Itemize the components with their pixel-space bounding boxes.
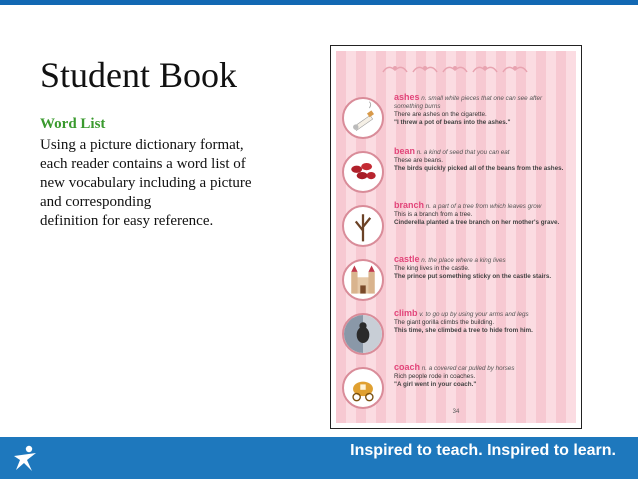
description-line: definition for easy reference. xyxy=(40,213,214,229)
slide-title: Student Book xyxy=(40,55,238,95)
tree-branch-icon xyxy=(342,205,384,247)
entry-definition: n. the place where a king lives xyxy=(421,257,506,264)
entry-example: Rich people rode in coaches. xyxy=(394,373,476,380)
slide-description xyxy=(40,136,310,231)
ornament-icon xyxy=(382,62,408,76)
ornament-icon xyxy=(412,62,438,76)
entry-quote: "I threw a pot of beans into the ashes." xyxy=(394,119,511,126)
star-figure-logo xyxy=(10,443,40,473)
entry-quote: The prince put something sticky on the castle stairs. xyxy=(394,273,552,280)
description-line: each reader contains a word list of xyxy=(40,156,246,172)
coach-icon xyxy=(342,367,384,409)
beans-icon xyxy=(342,151,384,193)
entry-example: There are ashes on the cigarette. xyxy=(394,111,487,118)
description-line: and corresponding xyxy=(40,194,152,210)
entry-example: This is a branch from a tree. xyxy=(394,211,473,218)
entry-word: castle xyxy=(394,254,420,264)
entry-word: ashes xyxy=(394,92,420,102)
book-page-image xyxy=(330,45,582,429)
entry-quote: Cinderella planted a tree branch on her mother's grave. xyxy=(394,219,560,226)
footer-tagline: Inspired to teach. Inspired to learn. xyxy=(350,442,616,459)
top-accent-bar xyxy=(0,0,638,5)
entry-example: The giant gorilla climbs the building. xyxy=(394,319,495,326)
entry-definition: v. to go up by using your arms and legs xyxy=(419,311,529,318)
entry-quote: The birds quickly picked all of the beans from the ashes. xyxy=(394,165,564,172)
word-list-page xyxy=(336,51,576,423)
gorilla-climb-icon xyxy=(342,313,384,355)
slide-subtitle: Word List xyxy=(40,116,106,132)
description-line: Using a picture dictionary format, xyxy=(40,137,244,153)
cigarette-ashes-icon xyxy=(342,97,384,139)
page-number: 34 xyxy=(452,409,460,415)
ornament-icon xyxy=(442,62,468,76)
word-entry-climb xyxy=(342,309,572,365)
entry-word: coach xyxy=(394,362,421,372)
entry-word: climb xyxy=(394,308,418,318)
entry-definition: n. a kind of seed that you can eat xyxy=(416,149,510,156)
word-entry-ashes xyxy=(342,93,572,149)
word-entry-bean xyxy=(342,147,572,203)
entry-definition: n. small white pieces that one can see after something burns xyxy=(394,95,543,110)
entry-quote: This time, she climbed a tree to hide from him. xyxy=(394,327,533,334)
castle-icon xyxy=(342,259,384,301)
entry-quote: "A girl went in your coach." xyxy=(394,381,477,388)
ornament-icon xyxy=(502,62,528,76)
entry-word: bean xyxy=(394,146,416,156)
footer-bar xyxy=(0,437,638,479)
description-line: new vocabulary including a picture xyxy=(40,175,252,191)
entry-word: branch xyxy=(394,200,425,210)
entry-example: The king lives in the castle. xyxy=(394,265,470,272)
entry-definition: n. a part of a tree from which leaves grow xyxy=(425,203,542,210)
entry-definition: n. a covered car pulled by horses xyxy=(421,365,515,372)
word-entry-castle xyxy=(342,255,572,311)
ornament-icon xyxy=(472,62,498,76)
word-entry-branch xyxy=(342,201,572,257)
entry-example: These are beans. xyxy=(394,157,444,164)
